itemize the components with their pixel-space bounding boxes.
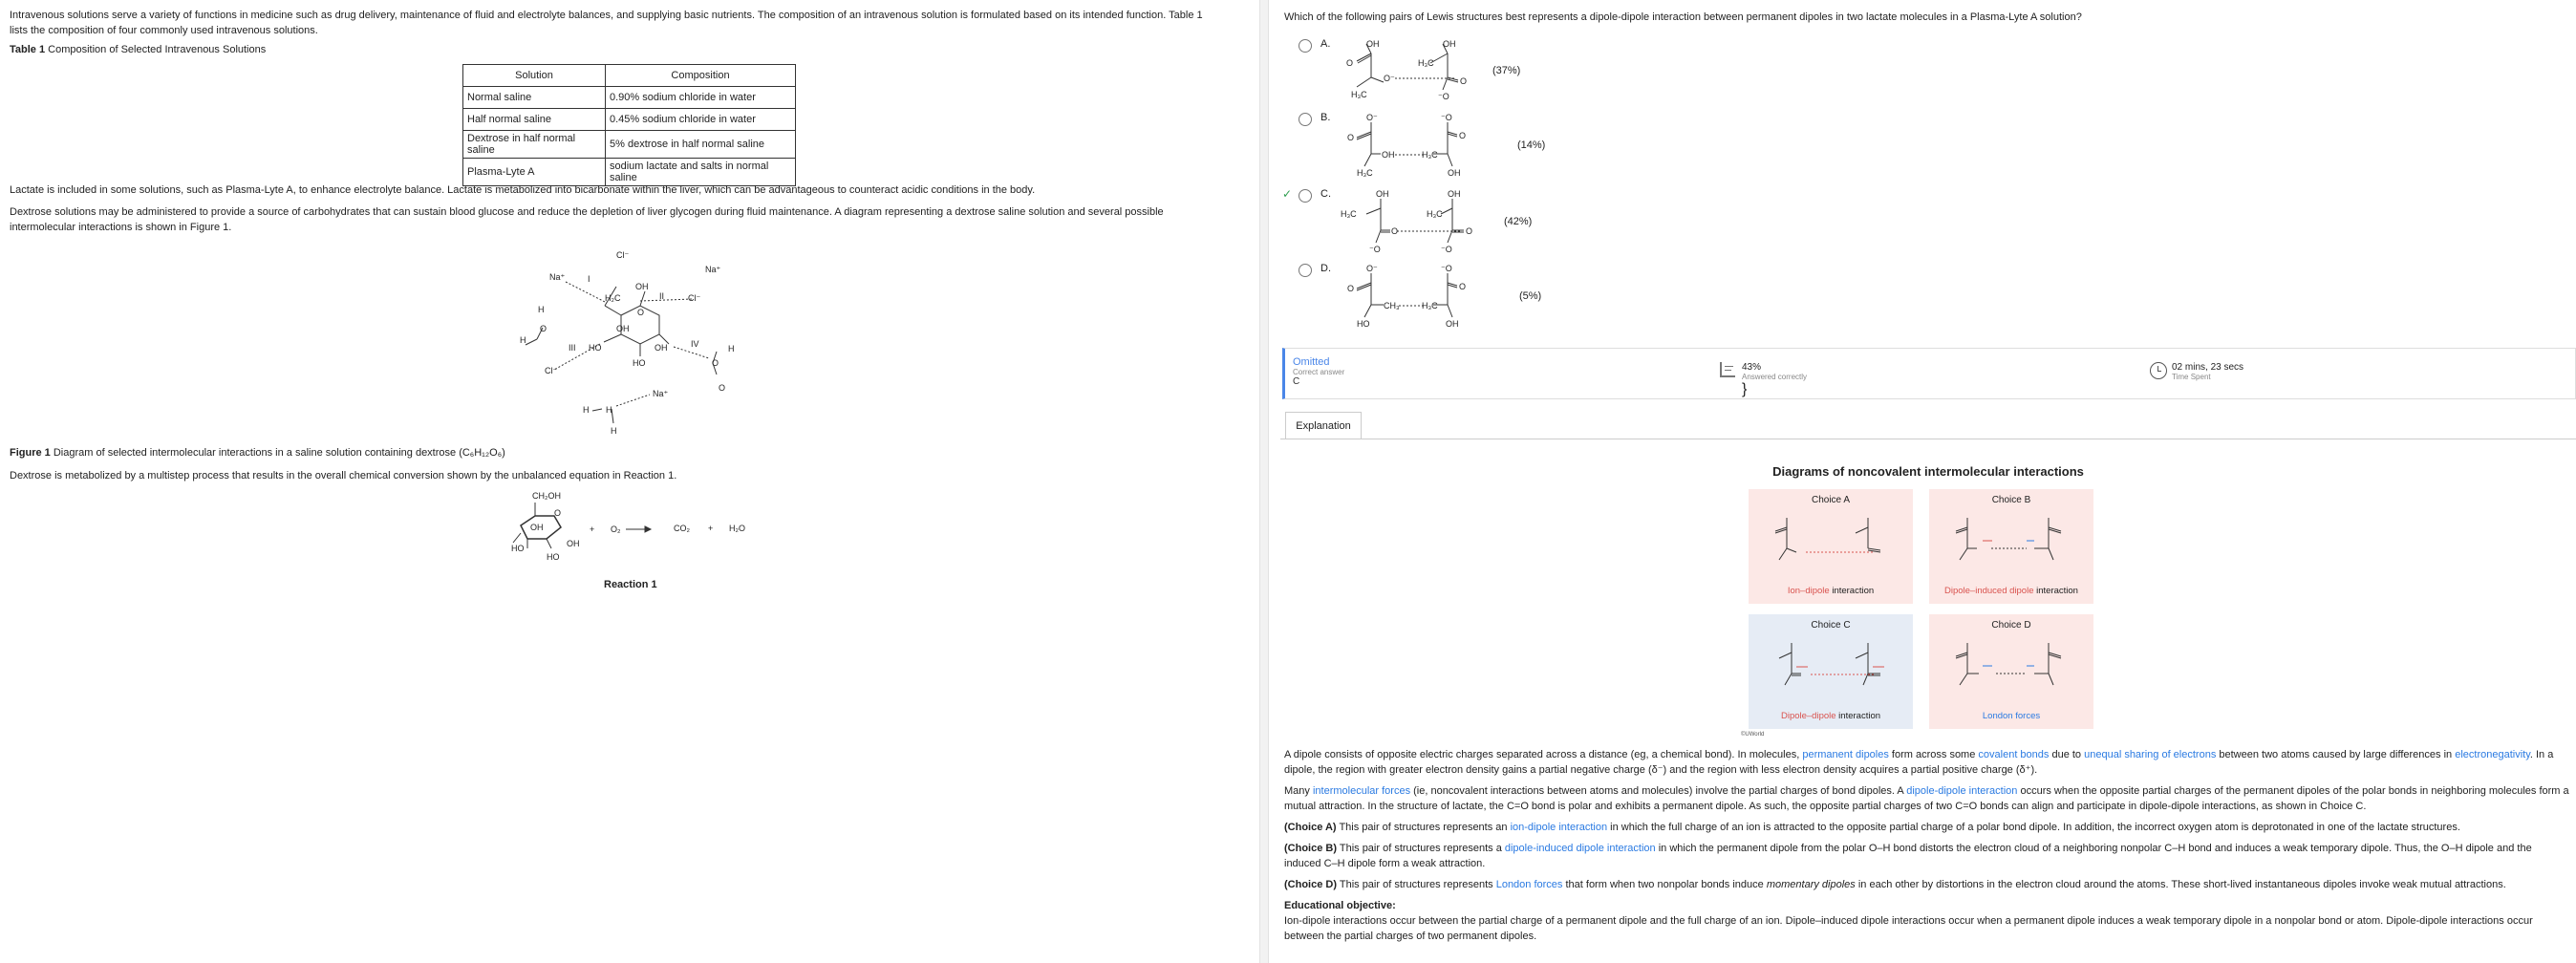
reaction-label: O — [554, 508, 562, 518]
fig1-label: HO — [589, 343, 602, 353]
educational-objective-text: Ion-dipole interactions occur between the partial charge of a permanent dipole and the full charge of an ion. Dipole–induced dipole interactions occur when a permanent dipole induces a weak temporary dipole in a nonpolar bond or atom. Dipole-dipole interactions occur between the partial charges of two permanent dipoles. — [1284, 915, 2533, 942]
explanation-paragraph-choice-b — [1284, 841, 2570, 871]
tab-explanation[interactable]: Explanation — [1285, 412, 1362, 439]
reaction-label: + — [590, 524, 595, 534]
option-b-structure — [1338, 111, 1519, 187]
reaction-label: HO — [547, 552, 560, 562]
correct-answer-value: C — [1293, 376, 1300, 387]
option-b-atom: OH — [1382, 150, 1395, 160]
copyright-text: ©UWorld — [1741, 732, 1765, 738]
explanation-text: momentary dipoles — [1766, 879, 1856, 890]
reaction-label: OH — [567, 539, 580, 548]
explanation-text: This pair of structures represents — [1337, 879, 1496, 890]
time-spent-label: Time Spent — [2172, 373, 2211, 381]
explanation-paragraph-1 — [1284, 747, 2570, 778]
card-title: Choice C — [1811, 620, 1851, 631]
glossary-link[interactable]: London forces — [1495, 879, 1563, 890]
option-d-structure — [1338, 262, 1519, 338]
diagram-card-choice-d — [1929, 614, 2093, 729]
option-c-atom: H₃C — [1341, 209, 1357, 219]
option-c-percent: (42%) — [1504, 216, 1533, 227]
option-b-atom: O⁻ — [1366, 113, 1378, 122]
option-d-radio[interactable] — [1299, 264, 1312, 277]
time-spent-value: 02 mins, 23 secs — [2172, 362, 2244, 373]
reaction-label: CO₂ — [674, 524, 690, 533]
clock-icon — [2150, 362, 2167, 379]
card-b-structure — [1939, 510, 2084, 577]
option-c-structure — [1338, 187, 1505, 264]
card-title: Choice A — [1811, 495, 1851, 505]
fig1-label: O — [719, 383, 726, 393]
option-c-atom: O — [1466, 226, 1473, 236]
option-c-atom: ⁻O — [1369, 245, 1381, 254]
table-cell: 5% dextrose in half normal saline — [606, 131, 796, 159]
explanation-text: between two atoms caused by large differences in — [2216, 749, 2456, 760]
composition-table — [462, 64, 796, 186]
diagram-title: Diagrams of noncovalent intermolecular interactions — [1772, 464, 2084, 479]
table-cell: Dextrose in half normal saline — [463, 131, 606, 159]
option-d-letter: D. — [1320, 263, 1331, 274]
table-caption — [10, 42, 266, 57]
explanation-text: (Choice D) — [1284, 879, 1337, 890]
glossary-link[interactable]: ion-dipole interaction — [1510, 822, 1608, 833]
panel-divider[interactable] — [1259, 0, 1269, 963]
lactate-paragraph: Lactate is included in some solutions, such as Plasma-Lyte A, to enhance electrolyte balance. Lactate is metabolized into bicarbonate within the liver, which can be advantageous to counteract acidic conditions in the body. — [10, 184, 1036, 196]
explanation-text: Many — [1284, 785, 1313, 797]
fig1-label: H — [611, 426, 617, 436]
table-row — [463, 131, 796, 159]
reaction-label: + — [708, 524, 714, 533]
glossary-link[interactable]: dipole-dipole interaction — [1906, 785, 2018, 797]
card-caption — [1749, 711, 1913, 721]
explanation-body — [1284, 747, 2570, 944]
card-caption-highlight: Dipole–dipole — [1780, 711, 1836, 721]
table-header-composition: Composition — [606, 65, 796, 87]
card-c-structure — [1758, 635, 1903, 702]
option-b-atom: OH — [1448, 168, 1461, 178]
card-caption — [1929, 711, 2093, 721]
result-stats-panel — [1282, 348, 2576, 399]
option-b-atom: O — [1347, 133, 1355, 142]
glossary-link[interactable]: unequal sharing of electrons — [2084, 749, 2217, 760]
option-d-atom: O — [1459, 282, 1467, 291]
fig1-label: H — [538, 305, 545, 314]
option-b-atom: H₃C — [1422, 150, 1438, 160]
option-a-radio[interactable] — [1299, 39, 1312, 53]
explanation-paragraph-choice-d — [1284, 877, 2570, 892]
percent-correct-label: Answered correctly — [1742, 373, 1808, 381]
table-cell: Normal saline — [463, 87, 606, 109]
option-a-atom: H₃C — [1351, 90, 1367, 99]
card-caption-rest: interaction — [1829, 586, 1875, 596]
explanation-text: This pair of structures represents an — [1336, 822, 1511, 833]
option-c-atom: H₃C — [1427, 209, 1443, 219]
option-a-letter: A. — [1320, 38, 1331, 50]
card-a-structure — [1758, 510, 1903, 577]
option-c-radio[interactable] — [1299, 189, 1312, 203]
fig1-label: H — [728, 344, 735, 353]
table-cell: Plasma-Lyte A — [463, 159, 606, 186]
fig1-label: O — [637, 308, 645, 317]
diagram-card-choice-a — [1749, 489, 1913, 604]
table-cell: sodium lactate and salts in normal saline — [606, 159, 796, 186]
glossary-link[interactable]: dipole-induced dipole interaction — [1504, 843, 1656, 854]
option-b-percent: (14%) — [1517, 139, 1546, 151]
card-d-structure — [1939, 635, 2084, 702]
fig1-label: O — [712, 358, 719, 368]
option-a-atom: O — [1346, 58, 1354, 68]
question-stem: Which of the following pairs of Lewis structures best represents a dipole-dipole interaction between permanent dipoles in two lactate molecules in a Plasma-Lyte A solution? — [1284, 11, 2082, 23]
option-c-atom: OH — [1376, 189, 1389, 199]
option-a-atom: O⁻ — [1384, 74, 1395, 83]
fig1-label: Na⁺ — [549, 272, 566, 282]
diagram-card-choice-b — [1929, 489, 2093, 604]
option-c-atom: OH — [1448, 189, 1461, 199]
explanation-text: in which the permanent dipole from the polar O–H bond distorts the electron cloud of a neighboring nonpolar C–H bond and induces a weak temporary dipole. Thus, the O–H dipole and the induced C–H dipole form a weak attraction. — [1284, 843, 2532, 869]
table-cell: Half normal saline — [463, 109, 606, 131]
option-b-atom: O — [1459, 131, 1467, 140]
reaction-label: O₂ — [611, 524, 621, 534]
passage-panel — [0, 0, 1259, 963]
card-caption — [1929, 586, 2093, 596]
explanation-text: . In a dipole, the region with greater electron density gains a partial negative charge (δ⁻) and the region with less electron density acquires a partial positive charge (δ⁺). — [1284, 749, 2554, 776]
table-row — [463, 109, 796, 131]
option-a-atom: OH — [1443, 39, 1456, 49]
option-c-atom: ⁻O — [1441, 245, 1452, 254]
card-caption-highlight: Dipole–induced dipole — [1944, 586, 2034, 596]
fig1-label: Cl⁻ — [688, 293, 701, 303]
fig1-label: Na⁺ — [705, 265, 721, 274]
option-b-atom: H₃C — [1357, 168, 1373, 178]
reaction-1-diagram — [502, 489, 760, 566]
bar-chart-icon — [1720, 362, 1735, 377]
card-caption-rest: interaction — [2033, 586, 2078, 596]
status-label: Omitted — [1293, 356, 1330, 368]
correct-answer-label: Correct answer — [1293, 368, 1345, 376]
explanation-text: This pair of structures represents a — [1337, 843, 1505, 854]
option-c-letter: C. — [1320, 188, 1331, 200]
card-caption-rest: interaction — [1835, 711, 1881, 721]
glossary-link[interactable]: permanent dipoles — [1802, 749, 1889, 760]
option-b-letter: B. — [1320, 112, 1331, 123]
fig1-label: II — [659, 291, 665, 301]
glossary-link[interactable]: electronegativity — [2455, 749, 2530, 760]
fig1-label: H — [520, 335, 526, 345]
fig1-label: IV — [691, 339, 699, 349]
reaction-label: H₂O — [729, 524, 745, 533]
option-a-atom: O — [1460, 76, 1468, 86]
explanation-text: that form when two nonpolar bonds induce — [1562, 879, 1767, 890]
status-block — [1293, 356, 1344, 387]
fig1-label: H — [583, 405, 590, 415]
fig1-label: Cl⁻ — [545, 366, 558, 375]
option-d-atom: ⁻O — [1441, 264, 1452, 273]
card-caption-highlight: London forces — [1982, 711, 2041, 721]
option-a-structure — [1338, 34, 1491, 111]
card-caption-highlight: Ion–dipole — [1787, 586, 1830, 596]
time-block — [2172, 362, 2243, 381]
fig1-label: HO — [633, 358, 646, 368]
figure-caption-label: Figure 1 — [10, 447, 51, 459]
option-b-atom: ⁻O — [1441, 113, 1452, 122]
percent-block: 43% Answered correctly } — [1742, 362, 1808, 397]
educational-objective-label: Educational objective: — [1284, 900, 1396, 911]
fig1-label: OH — [616, 324, 630, 333]
table-cell: 0.90% sodium chloride in water — [606, 87, 796, 109]
metabolism-paragraph: Dextrose is metabolized by a multistep process that results in the overall chemical conversion shown by the unbalanced equation in Reaction 1. — [10, 470, 677, 482]
reaction-label-caption: Reaction 1 — [604, 579, 657, 590]
figure-caption-text: Diagram of selected intermolecular interactions in a saline solution containing dextrose (C₆H₁₂O₆) — [53, 447, 505, 459]
card-title: Choice B — [1991, 495, 2031, 505]
fig1-label: I — [588, 274, 590, 284]
figure-caption — [10, 445, 505, 460]
option-a-atom: H₃C — [1418, 58, 1434, 68]
fig1-label: H₂C — [605, 293, 621, 303]
table-caption-label: Table 1 — [10, 44, 46, 55]
fig1-label: Na⁺ — [653, 389, 669, 398]
correct-check-icon: ✓ — [1282, 187, 1293, 201]
fig1-label: Cl⁻ — [616, 250, 630, 260]
option-c-atom: O — [1391, 226, 1399, 236]
table-caption-text: Composition of Selected Intravenous Solutions — [48, 44, 267, 55]
option-d-atom: H₃C — [1422, 301, 1438, 310]
explanation-text: (ie, noncovalent interactions between atoms and molecules) involve the partial charges of bond dipoles. A — [1410, 785, 1907, 797]
explanation-text: (Choice A) — [1284, 822, 1337, 833]
option-a-percent: (37%) — [1492, 65, 1521, 76]
glossary-link[interactable]: covalent bonds — [1978, 749, 2050, 760]
option-d-atom: HO — [1357, 319, 1370, 329]
option-d-atom: O⁻ — [1366, 264, 1378, 273]
option-b-radio[interactable] — [1299, 113, 1312, 126]
fig1-label: III — [569, 343, 576, 353]
fig1-label: OH — [655, 343, 668, 353]
percent-correct-value: 43% — [1742, 362, 1762, 373]
card-title: Choice D — [1991, 620, 2031, 631]
explanation-text: form across some — [1888, 749, 1979, 760]
option-d-percent: (5%) — [1519, 290, 1542, 302]
fig1-label: OH — [635, 282, 649, 291]
figure-1-diagram — [497, 244, 755, 444]
table-header-solution: Solution — [463, 65, 606, 87]
fig1-label: O — [540, 324, 547, 333]
option-a-atom: OH — [1366, 39, 1380, 49]
passage-intro: Intravenous solutions serve a variety of functions in medicine such as drug delivery, maintenance of fluid and electrolyte balances, and supplying basic nutrients. The composition of an intravenous solution is formulated based on its intended function. Table 1 lists the composition of four commonly used intravenous solutions. — [10, 10, 1203, 36]
option-d-atom: CH₃ — [1384, 301, 1400, 310]
glossary-link[interactable]: intermolecular forces — [1312, 785, 1411, 797]
reaction-label: OH — [530, 523, 544, 532]
explanation-text: A dipole consists of opposite electric charges separated across a distance (eg, a chemical bond). In molecules, — [1284, 749, 1803, 760]
explanation-paragraph-2 — [1284, 783, 2570, 814]
fig1-label: H — [606, 405, 612, 415]
explanation-text: in which the full charge of an ion is attracted to the opposite partial charge of a polar bond dipole. In addition, the incorrect oxygen atom is deprotonated in one of the lactate structures. — [1607, 822, 2460, 833]
reaction-label: CH₂OH — [532, 491, 561, 501]
option-d-atom: OH — [1446, 319, 1459, 329]
explanation-text: due to — [2049, 749, 2085, 760]
explanation-text: occurs when the opposite partial charges of the permanent dipoles of the polar bonds in neighboring molecules form a mutual attraction. In the structure of lactate, the C=O bond is polar and exhibits a permanent dipole. As such, the opposite partial charges of two C=O bonds can align and participate in dipole-dipole interactions, as shown in Choice C. — [1284, 785, 2569, 812]
table-row — [463, 87, 796, 109]
dextrose-paragraph: Dextrose solutions may be administered to provide a source of carbohydrates that can sustain blood glucose and reduce the depletion of liver glycogen during fluid maintenance. A diagram representing a dextrose saline solution and several possible intermolecular interactions is shown in Figure 1. — [10, 206, 1164, 233]
explanation-text: (Choice B) — [1284, 843, 1337, 854]
option-a-atom: ⁻O — [1438, 92, 1449, 101]
option-d-atom: O — [1347, 284, 1355, 293]
diagram-card-choice-c — [1749, 614, 1913, 729]
explanation-text: in each other by distortions in the electron cloud around the atoms. These short-lived instantaneous dipoles invoke weak mutual attractions. — [1855, 879, 2506, 890]
card-caption — [1749, 586, 1913, 596]
table-cell: 0.45% sodium chloride in water — [606, 109, 796, 131]
explanation-paragraph-choice-a — [1284, 820, 2570, 835]
reaction-label: HO — [511, 544, 525, 553]
